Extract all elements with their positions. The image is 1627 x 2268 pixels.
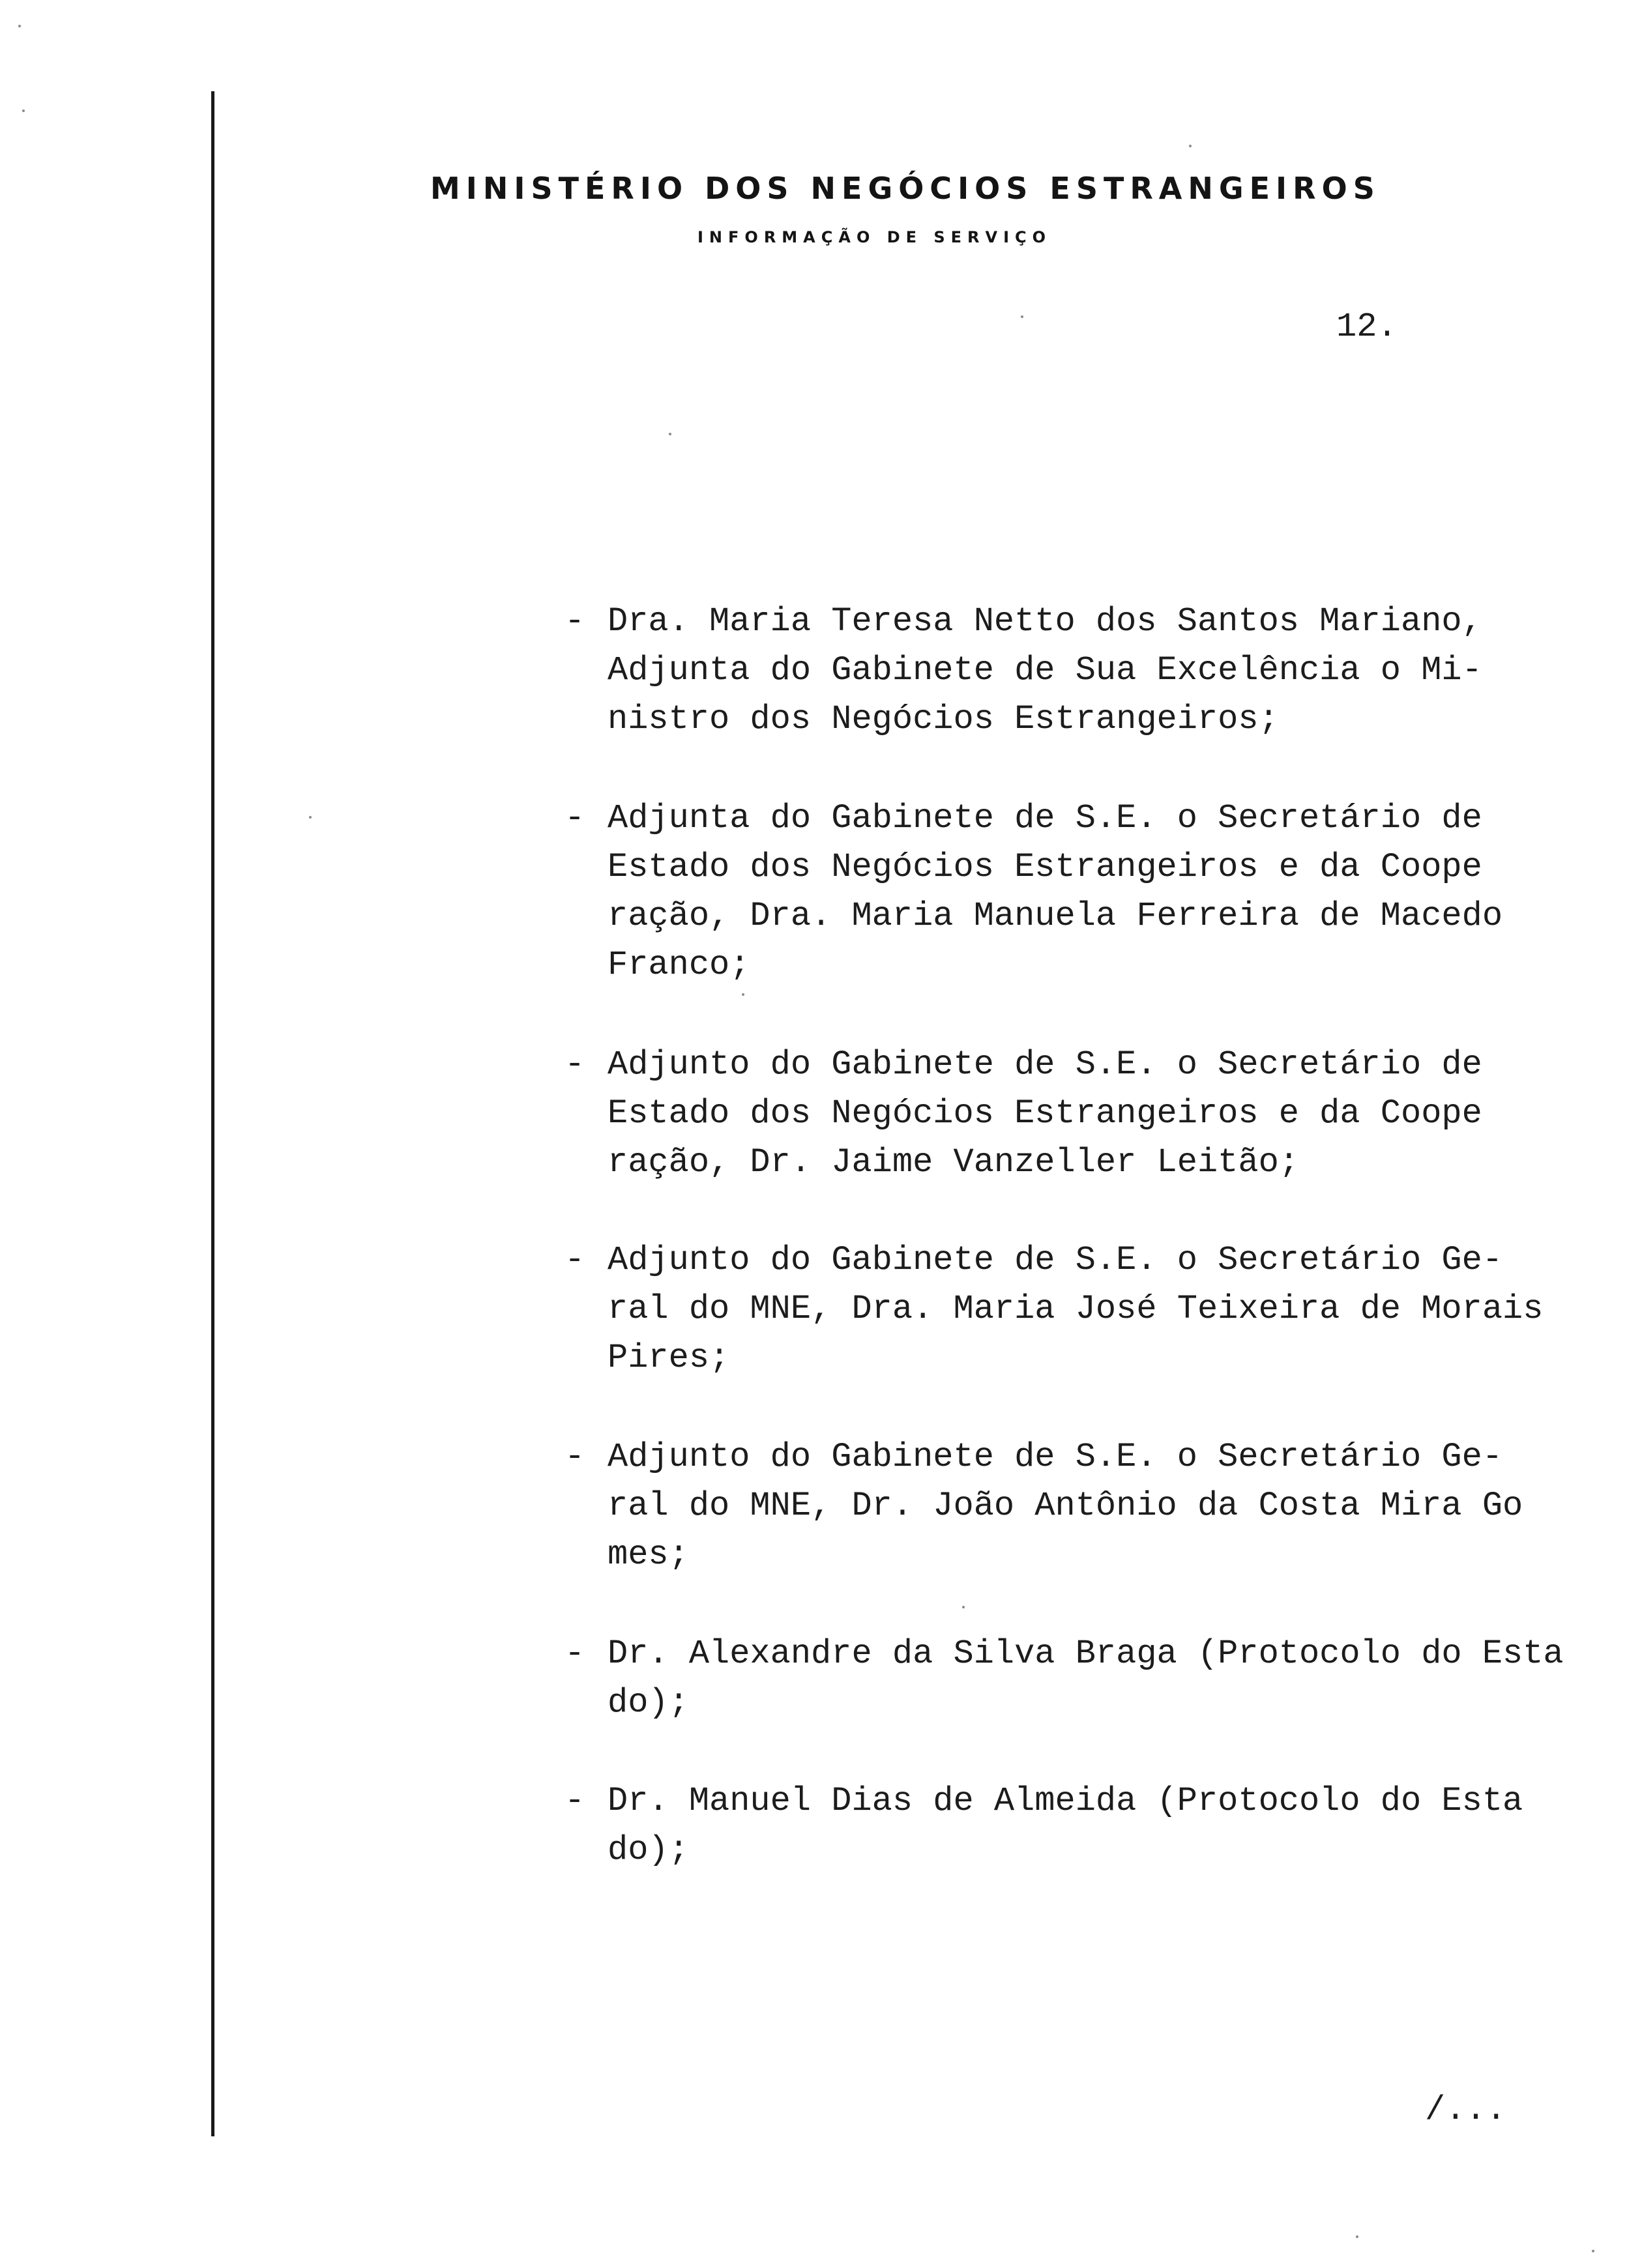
scan-speck (1592, 2250, 1594, 2252)
list-item-line: ração, Dr. Jaime Vanzeller Leitão; (608, 1143, 1299, 1182)
scan-speck (962, 1606, 965, 1608)
scan-speck (1021, 315, 1023, 318)
list-item-line: do); (608, 1831, 689, 1869)
document-type-subtitle: INFORMAÇÃO DE SERVIÇO (697, 228, 1052, 246)
list-item-line: Adjunto do Gabinete de S.E. o Secretário Ge- (608, 1241, 1503, 1279)
list-item-line: mes; (608, 1535, 689, 1574)
list-item-line: Adjunto do Gabinete de S.E. o Secretário de (608, 1045, 1482, 1084)
list-item-line: Dra. Maria Teresa Netto dos Santos Mariano, (608, 602, 1482, 641)
list-item-line: Adjunto do Gabinete de S.E. o Secretário Ge- (608, 1438, 1503, 1476)
list-item-line: Dr. Manuel Dias de Almeida (Protocolo do Esta (608, 1782, 1523, 1820)
list-item-line: nistro dos Negócios Estrangeiros; (608, 700, 1279, 738)
list-item-line: Estado dos Negócios Estrangeiros e da Coope (608, 1094, 1482, 1133)
list-item-line: Estado dos Negócios Estrangeiros e da Coope (608, 848, 1482, 886)
list-bullet: - (564, 602, 585, 641)
list-item-line: Pires; (608, 1339, 730, 1377)
scan-speck (22, 109, 25, 112)
left-margin-rule (211, 91, 214, 2136)
scan-speck (669, 433, 671, 435)
list-item-line: Dr. Alexandre da Silva Braga (Protocolo do Esta (608, 1635, 1564, 1673)
page-number: 12. (1336, 308, 1398, 346)
list-bullet: - (564, 1635, 585, 1673)
list-bullet: - (564, 799, 585, 837)
scan-speck (1189, 145, 1192, 147)
list-item-line: ração, Dra. Maria Manuela Ferreira de Macedo (608, 897, 1503, 935)
list-item-line: ral do MNE, Dr. João Antônio da Costa Mira Go (608, 1487, 1523, 1525)
list-item-line: ral do MNE, Dra. Maria José Teixeira de Morais (608, 1290, 1544, 1328)
ministry-title: MINISTÉRIO DOS NEGÓCIOS ESTRANGEIROS (430, 171, 1381, 206)
list-item-line: Adjunta do Gabinete de S.E. o Secretário de (608, 799, 1482, 837)
list-bullet: - (564, 1782, 585, 1820)
continuation-mark: /... (1425, 2091, 1506, 2129)
scan-speck (742, 993, 744, 996)
list-bullet: - (564, 1241, 585, 1279)
scan-speck (18, 25, 21, 27)
scan-speck (309, 816, 312, 819)
scan-speck (1356, 2235, 1358, 2238)
list-item-line: Franco; (608, 946, 750, 984)
list-item-line: Adjunta do Gabinete de Sua Excelência o Mi- (608, 651, 1482, 690)
list-item-line: do); (608, 1683, 689, 1722)
list-bullet: - (564, 1045, 585, 1084)
list-bullet: - (564, 1438, 585, 1476)
